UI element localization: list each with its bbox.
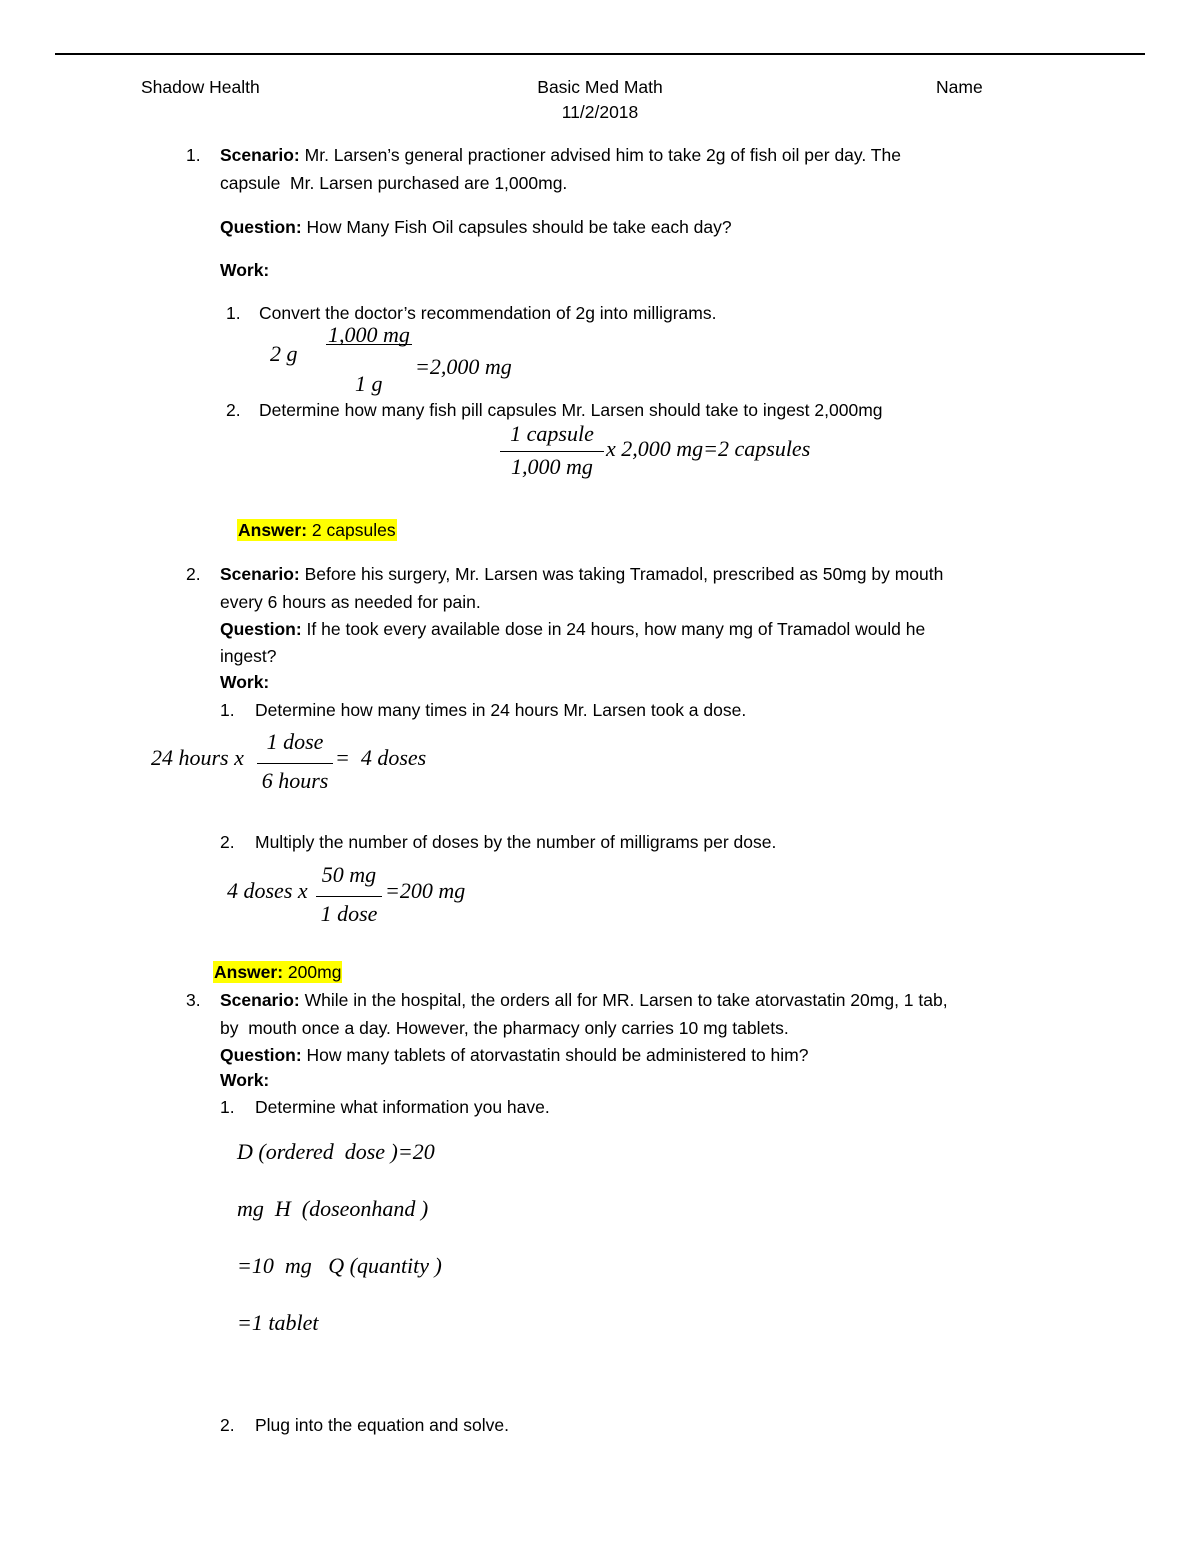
header-date: 11/2/2018 [561,102,639,122]
equation-result: = 4 doses [335,745,427,770]
problem-number: 2. [186,564,201,584]
equation-result: x 2,000 mg=2 capsules [606,436,811,461]
step-number: 1. [220,1097,235,1117]
fraction-numerator: 1 capsule [510,421,594,446]
step-text: Determine how many fish pill capsules Mr. Larsen should take to ingest 2,000mg [259,400,883,420]
question-line [220,217,732,237]
step-text: Determine what information you have. [255,1097,550,1117]
scenario-label: Scenario: [220,564,300,584]
scenario-text: by mouth once a day. However, the pharmacy only carries 10 mg tablets. [220,1018,789,1038]
scenario-text: every 6 hours as needed for pain. [220,592,481,612]
scenario-label: Scenario: [220,145,300,165]
fraction-bar [257,763,333,764]
fraction-numerator: 50 mg [321,862,377,887]
scenario-text: capsule Mr. Larsen purchased are 1,000mg. [220,173,568,193]
step-number: 1. [226,303,241,323]
question-text: If he took every available dose in 24 hours, how many mg of Tramadol would he [306,619,926,639]
work-label: Work: [220,260,270,280]
fraction-bar [500,451,604,452]
question-label: Question: [220,1045,302,1065]
fraction-bar [316,896,382,897]
fraction-bar [326,344,412,345]
fraction-numerator: 1 dose [266,729,324,754]
scenario-line [220,564,943,584]
header-name-label: Name [936,77,983,97]
equation-result: =2,000 mg [415,354,512,379]
step-text: Multiply the number of doses by the number of milligrams per dose. [255,832,777,852]
scenario-text: While in the hospital, the orders all for MR. Larsen to take atorvastatin 20mg, 1 tab, [304,990,948,1010]
work-label: Work: [220,1070,270,1090]
question-line [220,1045,808,1065]
question-label: Question: [220,619,302,639]
scenario-line [220,990,948,1010]
header-course: Shadow Health [141,77,260,97]
problem-number: 3. [186,990,201,1010]
fraction-denominator: 1,000 mg [511,454,593,479]
step-text: Determine how many times in 24 hours Mr. Larsen took a dose. [255,700,747,720]
step-text: Convert the doctor’s recommendation of 2g into milligrams. [259,303,717,323]
question-label: Question: [220,217,302,237]
equation-result: =200 mg [385,878,466,903]
work-label: Work: [220,672,270,692]
answer-highlight [213,961,342,983]
step-text: Plug into the equation and solve. [255,1415,509,1435]
question-line [220,619,925,639]
equation-left: 2 g [270,341,298,366]
equation-line: =10 mg Q (quantity ) [237,1253,442,1278]
step-number: 2. [226,400,241,420]
problem-number: 1. [186,145,201,165]
top-rule [55,53,1145,55]
answer-value: 2 capsules [311,520,396,540]
scenario-text: Mr. Larsen’s general practioner advised him to take 2g of fish oil per day. The [304,145,901,165]
scenario-label: Scenario: [220,990,300,1010]
answer-label: Answer: [214,962,284,982]
fraction-numerator: 1,000 mg [328,322,410,347]
fraction-denominator: 6 hours [261,768,329,793]
answer-label: Answer: [238,520,308,540]
fraction-denominator: 1 dose [320,901,378,926]
answer-value: 200mg [287,962,342,982]
question-text: ingest? [220,646,277,666]
equation-line: =1 tablet [237,1310,319,1335]
question-text: How many tablets of atorvastatin should be administered to him? [306,1045,809,1065]
equation-line: D (ordered dose )=20 [237,1139,435,1164]
header-title: Basic Med Math [537,77,663,97]
fraction-denominator: 1 g [355,371,383,396]
step-number: 2. [220,1415,235,1435]
equation-left: 24 hours x [151,745,244,770]
scenario-line [220,145,901,165]
step-number: 1. [220,700,235,720]
equation-left: 4 doses x [227,878,308,903]
equation-line: mg H (doseonhand ) [237,1196,429,1221]
step-number: 2. [220,832,235,852]
answer-highlight [237,519,397,541]
scenario-text: Before his surgery, Mr. Larsen was taking Tramadol, prescribed as 50mg by mouth [304,564,944,584]
question-text: How Many Fish Oil capsules should be take each day? [306,217,732,237]
